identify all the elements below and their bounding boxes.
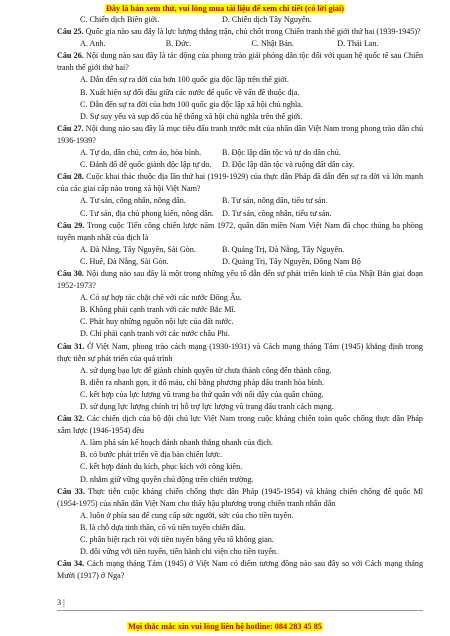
- option-b: B. Xuất hiện sự đối đầu giữa các nước để quốc về vấn đề thuộc địa.: [80, 87, 300, 97]
- footer-divider: [57, 610, 423, 611]
- question-32: Câu 32. Các chiến dịch của bộ đội chủ lực Việt Nam trong cuộc kháng chiến toàn quốc chống thực dân Pháp xâm lược (1946-1954) đều: [57, 414, 423, 436]
- question-options: [57, 256, 423, 268]
- question-26: Câu 26. Nội dung nào sau đây là tác động của phong trào giải phóng dân tộc đối với quan hệ quốc tế sau Chiến tranh thế giới thứ hai?: [57, 51, 424, 73]
- option-b: B. diễn ra nhanh gọn, ít đổ máu, chỉ bằng phương pháp đấu tranh hòa bình.: [80, 377, 325, 387]
- question-options: [57, 159, 423, 171]
- question-options: [57, 195, 423, 207]
- option-c: C. Đánh đổ đế quốc giành độc lập tự do.: [80, 160, 212, 170]
- question-options: [57, 14, 423, 26]
- option-c: C. phân biệt rạch ròi với tiền tuyến bằng yếu tố không gian.: [80, 535, 274, 545]
- option-c: C. Huế, Đà Nẵng, Sài Gòn.: [80, 256, 169, 266]
- page-number: 3 |: [57, 598, 65, 607]
- question-options: [57, 147, 423, 159]
- question-options: [57, 38, 423, 50]
- question-27: Câu 27. Nội dung nào sau đây là mục tiêu đấu tranh trước mắt của nhân dân Việt Nam trong phong trào dân chủ 1936-1939?: [57, 123, 424, 145]
- question-30: Câu 30. Nội dung nào sau đây là một trong những yếu tố dẫn đến sự phát triển kinh tế của Nhật Bản giai đoạn 1952-1973?: [57, 268, 423, 291]
- option-d: D. Thái Lan.: [337, 39, 379, 49]
- option-d: D. đôi vững với tiền tuyến, tiến hành chi viện cho tiền tuyến.: [80, 547, 279, 557]
- option-a: A. Tự do, dân chủ, cơm áo, hòa bình.: [80, 148, 202, 158]
- question-options: [57, 208, 423, 220]
- option-d: D. Quảng Trị, Tây Nguyên, Đông Nam Bộ: [222, 256, 361, 266]
- option-b: B. Quảng Trị, Đà Nẵng, Tây Nguyên.: [222, 244, 345, 254]
- option-c: C. kết hợp đánh du kích, phục kích với công kiên.: [80, 462, 243, 472]
- option-a: A. Tư sản, công nhân, nông dân.: [80, 196, 186, 206]
- question-28: Câu 28. Cuộc khai thác thuộc địa lần thứ hai (1919-1929) của thực dân Pháp đã dẫn đến sự ra đời và lớn mạnh của các giai cấp nào trong xã hội Việt Nam?: [57, 172, 424, 194]
- option-a: A. làm phá sản kế hoạch đánh nhanh thắng nhanh của địch.: [80, 438, 273, 448]
- option-a: A. Có sự hợp tác chặt chẽ với các nước Đông Âu.: [80, 293, 242, 303]
- option-b: B. là chỗ dựa tinh thần, cổ vũ tiền tuyến chiến đấu.: [80, 522, 246, 532]
- question-options: [57, 244, 423, 256]
- option-c: C. Phát huy những nguồn nội lực của đất nước.: [80, 317, 234, 327]
- question-25: Câu 25. Quốc gia nào sau đây là lực lượng thắng trận, chủ chốt trong Chiến tranh thế giới thứ hai (1939-1945)?: [57, 27, 421, 37]
- question-34: Câu 34. Cách mạng tháng Tám (1945) ở Việt Nam có điểm tương đồng nào sau đây so với Cách mạng tháng Mười (1917) ở Nga?: [57, 559, 424, 581]
- option-c: C. Dẫn đến sự ra đời của hơn 100 quốc gia độc lập xã hội chủ nghĩa.: [80, 99, 303, 109]
- option-b: B. Độc lập dân tộc và tự do dân chủ.: [222, 148, 341, 158]
- option-c: C. Nhật Bản.: [251, 39, 294, 49]
- option-d: D. Sự suy yếu và sụp đổ của hệ thống xã hội chủ nghĩa trên thế giới.: [80, 111, 303, 121]
- option-b: B. Không phải cạnh tranh với các nước Bắc Mĩ.: [80, 305, 236, 315]
- exam-content: [57, 14, 423, 582]
- option-a: A. Đà Nẵng, Tây Nguyên, Sài Gòn.: [80, 244, 196, 254]
- option-c: C. Tư sản, địa chủ phong kiến, nông dân.: [80, 208, 214, 218]
- option-c: C. kết hợp của lực lượng vũ trang ba thứ quân với nổi dậy của quần chúng.: [80, 389, 324, 399]
- option-b: B. Tư sản, nông dân, tiểu tư sản.: [222, 196, 328, 206]
- option-d: D. Chiến dịch Tây Nguyên.: [222, 15, 312, 24]
- question-31: Câu 31. Ở Việt Nam, phong trào cách mạng (1930-1931) và Cách mạng tháng Tám (1945) khẳng định trong thực tiễn sự phát triển của quá trình: [57, 341, 423, 363]
- option-a: A. sử dụng bạo lực để giành chính quyền từ chưa thành công đến thành công.: [80, 365, 332, 375]
- option-b: B. Đức.: [165, 39, 192, 49]
- option-d: D. nhằm giữ vững quyền chủ động trên chiến trường.: [80, 474, 254, 484]
- option-c: C. Chiến dịch Biên giới.: [80, 15, 160, 24]
- option-a: A. Anh.: [80, 39, 106, 49]
- question-29: Câu 29. Trong cuộc Tiến công chiến lược năm 1972, quân dân miền Nam Việt Nam đã chọc thủng ba phòng tuyến mạnh nhất của địch là: [57, 220, 423, 242]
- hotline-banner[interactable]: Mọi thắc mắc xin vui lòng liên hệ hotline: 084 283 45 85: [128, 622, 322, 631]
- question-33: Câu 33. Thực tiễn cuộc kháng chiến chống thực dân Pháp (1945-1954) và kháng chiến chống đế quốc Mĩ (1954-1975) của nhân dân Việt Nam cho thấy hậu phương trong chiến tranh nhân dân: [57, 486, 423, 508]
- option-b: B. có bước phát triển về địa bàn chiến lược.: [80, 450, 223, 460]
- option-d: D. Tư sản, công nhân, tiểu tư sản.: [222, 208, 332, 218]
- option-a: A. Dẫn đến sự ra đời của hơn 100 quốc gia độc lập trên thế giới.: [80, 75, 289, 85]
- option-a: A. luôn ở phía sau để cung cấp sức người, sức của cho tiền tuyến.: [80, 510, 294, 520]
- option-d: D. sử dụng lực lượng chính trị hỗ trợ lực lượng vũ trang đấu tranh cách mạng.: [80, 402, 334, 411]
- preview-banner[interactable]: Đây là bản xem thử, vui lòng mua tài liệu để xem chi tiết (có lời giải): [105, 4, 344, 13]
- option-d: D. Chỉ phải cạnh tranh với các nước châu Phi.: [80, 329, 230, 339]
- option-d: D. Độc lập dân tộc và ruộng đất dân cày.: [222, 160, 355, 170]
